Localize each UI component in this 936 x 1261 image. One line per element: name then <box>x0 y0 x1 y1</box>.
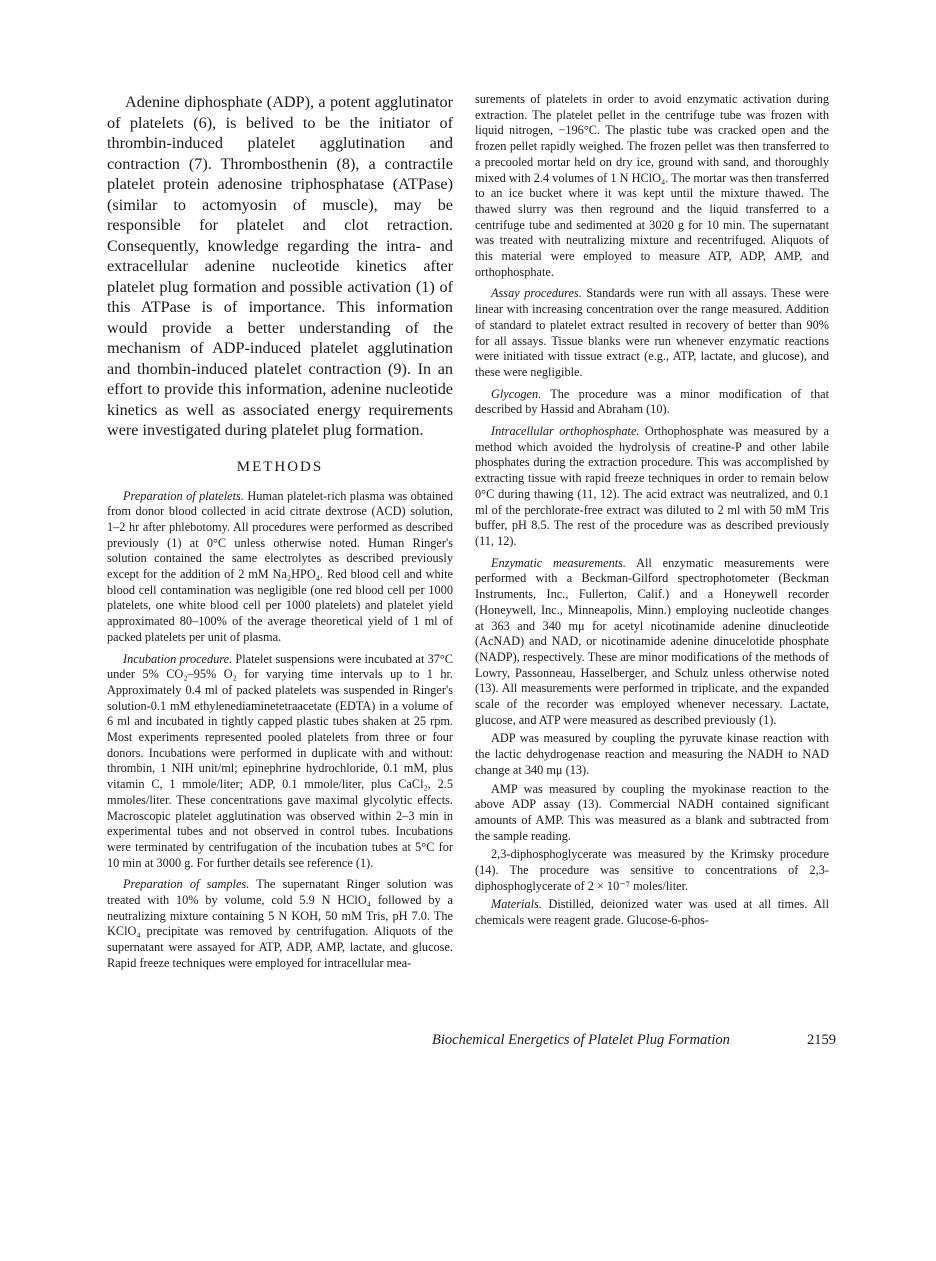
assay-heading: Assay procedures. <box>491 286 582 301</box>
adp-paragraph: ADP was measured by coupling the pyruvate kinase reaction with the lactic dehydrogenase reaction and measuring the NADH to NAD change at 340 mμ (13). <box>475 731 829 777</box>
incubation-heading: Incubation procedure. <box>123 651 233 666</box>
prep-platelets-text: Human platelet-rich plasma was obtained from donor blood collected in acid citrate dextrose (ACD) solution, 1–2 hr after phlebotomy. All procedures were performed as described previously (1) at 0°C unless otherwise noted. Human Ringer's solution contained the same electrolytes as described previously except for the addition of 2 mM Na₂HPO₄. Red blood cell and white blood cell contamination was negligible (one red blood cell per 1000 platelets, one white blood cell per 1000 platelets) and platelet yield approximated 80–100% of the average theoretical yield of 1 ml of packed platelets per unit of plasma. <box>107 488 453 644</box>
methods-heading: METHODS <box>236 458 324 475</box>
glycogen-text: The procedure was a minor modification of that described by Hassid and Abraham (10). <box>475 386 829 417</box>
left-column <box>107 92 453 978</box>
enzymatic-paragraph <box>475 556 829 729</box>
orthophosphate-heading: Intracellular orthophosphate. <box>491 424 640 439</box>
prep-samples-paragraph <box>107 877 453 971</box>
glycogen-heading: Glycogen. <box>491 386 542 401</box>
glycogen-paragraph <box>475 387 829 418</box>
materials-text: Distilled, deionized water was used at all times. All chemicals were reagent grade. Glucose-6-phos- <box>475 897 829 928</box>
dpg-paragraph: 2,3-diphosphoglycerate was measured by the Krimsky procedure (14). The procedure was sensitive to concentrations of 2,3-diphosphoglycerate of 2 × 10⁻⁷ moles/liter. <box>475 847 829 893</box>
materials-paragraph <box>475 897 829 928</box>
orthophosphate-text: Orthophosphate was measured by a method which avoided the hydrolysis of creatine-P and other labile phosphates during the extraction procedure. This was accomplished by extracting tissue with rapid freeze techniques in order to remain below 0°C during thawing (11, 12). The acid extract was neutralized, and 0.1 ml of the perchlorate-free extract was diluted to 2 ml with 50 mM Tris buffer, pH 8.5. The rest of the procedure was as described previously (11, 12). <box>475 424 829 548</box>
assay-text: Standards were run with all assays. These were linear with increasing concentration over the range measured. Addition of standard to platelet extract resulted in recovery of better than 90% for all assays. Tissue blanks were run whenever enzymatic reactions were initiated with tissue extract (e.g., ATP, lactate, and glucose), and these were negligible. <box>475 286 830 379</box>
intro-paragraph: Adenine diphosphate (ADP), a potent agglutinator of platelets (6), is belived to be the initiator of thrombin-induced platelet agglutination and contraction (7). Thrombosthenin (8), a contractile platelet protein adenosine triphosphatase (ATPase) (similar to actomyosin of muscle), may be responsible for platelet and clot retraction. Consequently, knowledge regarding the intra- and extracellular adenine nucleotide kinetics after platelet plug formation and possible activation (1) of this ATPase is of importance. This information would provide a better understanding of the mechanism of ADP-induced platelet agglutination and thombin-induced platelet contraction (9). In an effort to provide this information, adenine nucleotide kinetics as well as associated energy requirements were investigated during platelet plug formation. <box>107 93 453 439</box>
incubation-text: Platelet suspensions were incubated at 37°C under 5% CO₂–95% O₂ for varying time intervals up to 1 hr. Approximately 0.4 ml of packed platelets was suspended in Ringer's solution-0.1 mM ethylenediaminetetraacetate (EDTA) in a volume of 6 ml and incubated in tightly capped plastic tubes shaken at 25 rpm. Most experiments represented pooled platelets from three or four donors. Incubations were performed in duplicate with and without: thrombin, 1 NIH unit/ml; epinephrine hydrochloride, 0.1 mM, plus vitamin C, 1 mmole/liter; ADP, 0.1 mmole/liter, plus CaCl₂, 2.5 mmoles/liter. These concentrations gave maximal glycolytic effects. Macroscopic platelet agglutination was observed within 2–3 min in experimental tubes and not observed in control tubes. Incubations were terminated by centrifugation of the incubation tubes at 5°C for 10 min at 3000 g. For further details see reference (1). <box>107 651 453 870</box>
assay-paragraph <box>475 286 829 380</box>
running-title: Biochemical Energetics of Platelet Plug Formation <box>432 1032 730 1048</box>
right-column <box>475 92 829 935</box>
prep-platelets-heading: Preparation of platelets. <box>123 488 244 503</box>
amp-paragraph: AMP was measured by coupling the myokinase reaction to the above ADP assay (13). Commercial NADH contained significant amounts of AMP. This was measured as a blank and subtracted from the sample reading. <box>475 781 829 843</box>
continuation-paragraph: surements of platelets in order to avoid enzymatic activation during extraction. The platelet pellet in the centrifuge tube was frozen with liquid nitrogen, −196°C. The plastic tube was cracked open and the frozen pellet rapidly weighed. The frozen pellet was then transferred to a precooled mortar held on dry ice, ground with sand, and thoroughly mixed with 2.4 volumes of 1 N HClO₄. The mortar was then transferred to an ice bucket where it was kept until the mixture thawed. The thawed slurry was then reground and the liquid transferred to a centrifuge tube and sedimented at 3020 g for 10 min. The supernatant was treated with neutralizing mixture and recentrifuged. Aliquots of this material were employed to measure ATP, ADP, AMP, and orthophosphate. <box>475 92 829 279</box>
prep-platelets-paragraph <box>107 489 453 646</box>
orthophosphate-paragraph <box>475 424 829 550</box>
prep-samples-text: The supernatant Ringer solution was treated with 10% by volume, cold 5.9 N HClO₄ followed by a neutralizing mixture containing 5 N KOH, 50 mM Tris, pH 7.0. The KClO₄ precipitate was removed by centrifugation. Aliquots of the supernatant were assayed for ATP, ADP, AMP, lactate, and glucose. Rapid freeze techniques were employed for intracellular mea- <box>107 877 453 970</box>
enzymatic-heading: Enzymatic measurements. <box>491 555 626 570</box>
incubation-paragraph <box>107 652 453 872</box>
prep-samples-heading: Preparation of samples. <box>123 877 250 892</box>
materials-heading: Materials. <box>491 897 542 912</box>
page-number: 2159 <box>807 1032 836 1048</box>
enzymatic-text: All enzymatic measurements were performed with a Beckman-Gilford spectrophotometer (Beckman Instruments, Inc., Fullerton, Calif.) and a Honeywell recorder (Honeywell, Inc., Minneapolis, Minn.) employing nucleotide changes at 363 and 340 mμ for acetyl nicotinamide adenine dinucleotide (AcNAD) and NAD, or nicotinamide adenine dinucelotide phosphate (NADP), respectively. These are minor modifications of the methods of Lowry, Passonneau, Hasselberger, and Schulz unless otherwise noted (13). All measurements were performed in triplicate, and the expanded scale of the recorder was employed whenever necessary. Lactate, glucose, and ATP were measured as described previously (1). <box>475 555 829 727</box>
page-footer <box>432 1032 836 1049</box>
